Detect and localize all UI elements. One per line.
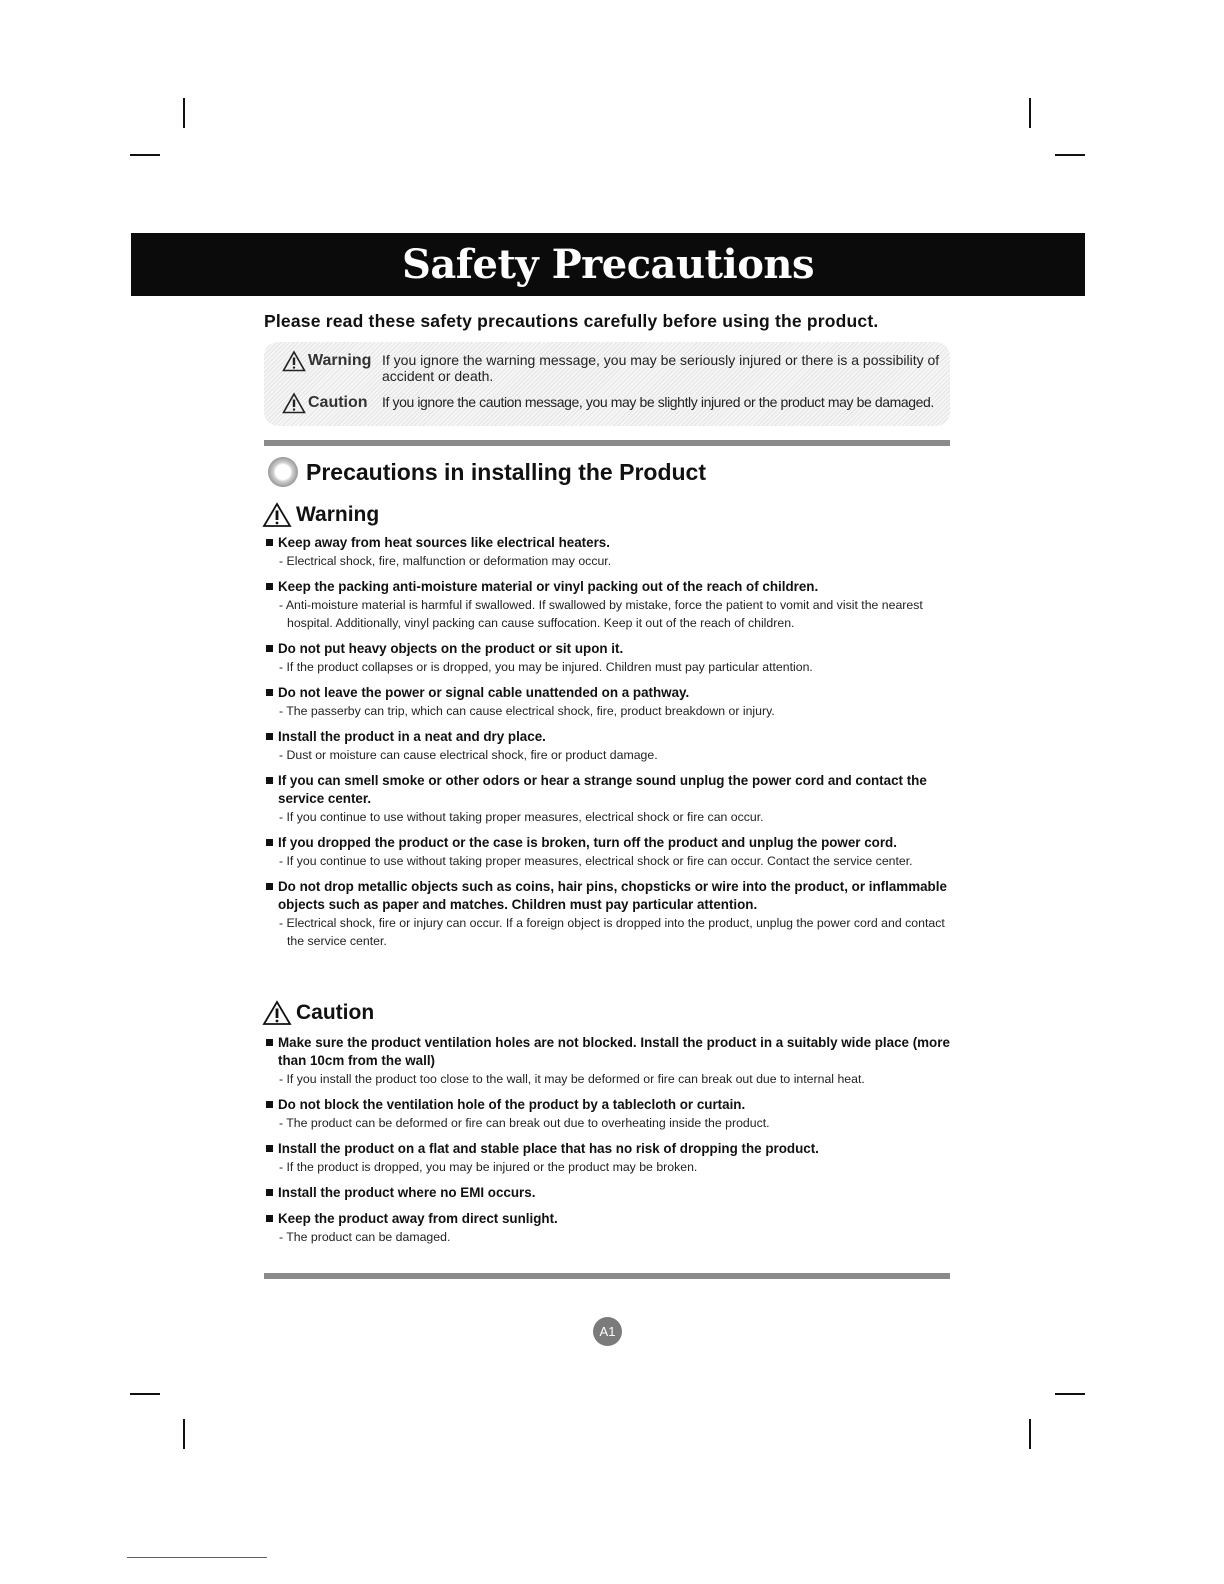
caution-heading (262, 1000, 374, 1026)
circle-bullet-icon (268, 457, 298, 487)
crop-mark (1055, 1393, 1085, 1395)
item-heading: Install the product in a neat and dry place. (264, 728, 954, 746)
item-description: - Electrical shock, fire, malfunction or deformation may occur. (279, 554, 612, 568)
notice-warning-label: Warning (308, 352, 372, 369)
notice-box (264, 342, 950, 426)
link-underline (127, 1557, 267, 1558)
title-banner (131, 233, 1085, 296)
item-description: - Dust or moisture can cause electrical shock, fire or product damage. (279, 748, 658, 762)
item-description: - The passerby can trip, which can cause electrical shock, fire, product breakdown or injury. (279, 704, 775, 718)
warning-triangle-icon (282, 392, 306, 414)
list-item (264, 772, 954, 826)
item-heading: If you can smell smoke or other odors or hear a strange sound unplug the power cord and contact the service center. (264, 772, 954, 808)
notice-warning-text: If you ignore the warning message, you may be seriously injured or there is a possibility of accident or death. (382, 352, 940, 384)
crop-mark (1029, 1419, 1031, 1449)
caution-heading-label: Caution (296, 1001, 375, 1024)
page-title: Safety Precautions (401, 241, 814, 288)
item-description: - If you continue to use without taking proper measures, electrical shock or fire can occur. Contact the service center. (279, 854, 913, 868)
caution-tag (282, 392, 382, 414)
crop-mark (183, 98, 185, 128)
warning-triangle-icon (262, 1000, 294, 1026)
notice-caution-text: If you ignore the caution message, you may be slightly injured or the product may be damaged. (382, 394, 934, 410)
intro-text: Please read these safety precautions carefully before using the product. (264, 311, 879, 331)
item-heading: Install the product where no EMI occurs. (264, 1184, 954, 1202)
crop-mark (1029, 98, 1031, 128)
item-description: - If you continue to use without taking proper measures, electrical shock or fire can occur. (279, 810, 764, 824)
list-item (264, 578, 954, 632)
list-item (264, 640, 954, 676)
item-heading: Keep the product away from direct sunlight. (264, 1210, 954, 1228)
item-description: - If the product collapses or is dropped, you may be injured. Children must pay particular attention. (279, 660, 813, 674)
item-heading: If you dropped the product or the case is broken, turn off the product and unplug the power cord. (264, 834, 954, 852)
section-title: Precautions in installing the Product (306, 458, 706, 485)
item-heading: Keep away from heat sources like electrical heaters. (264, 534, 954, 552)
warning-list (264, 534, 954, 950)
warning-tag (282, 350, 382, 372)
list-item (264, 1034, 954, 1088)
item-description: - Electrical shock, fire or injury can occur. If a foreign object is dropped into the product, unplug the power cord and contact the service center. (279, 916, 945, 948)
item-heading: Make sure the product ventilation holes are not blocked. Install the product in a suitably wide place (more than 10cm from the wall) (264, 1034, 954, 1070)
item-description: - Anti-moisture material is harmful if swallowed. If swallowed by mistake, force the patient to vomit and visit the nearest hospital. Additionally, vinyl packing can cause suffocation. Keep it out of the reach of children. (279, 598, 923, 630)
list-item (264, 1210, 954, 1246)
section-heading (268, 457, 706, 487)
item-description: - The product can be damaged. (279, 1230, 451, 1244)
page-number: A1 (593, 1317, 622, 1346)
item-heading: Install the product on a flat and stable place that has no risk of dropping the product. (264, 1140, 954, 1158)
list-item (264, 878, 954, 950)
divider (264, 440, 950, 446)
item-description: - If the product is dropped, you may be injured or the product may be broken. (279, 1160, 698, 1174)
warning-triangle-icon (262, 502, 294, 528)
list-item (264, 1184, 954, 1202)
item-heading: Do not block the ventilation hole of the product by a tablecloth or curtain. (264, 1096, 954, 1114)
list-item (264, 684, 954, 720)
item-heading: Keep the packing anti-moisture material or vinyl packing out of the reach of children. (264, 578, 954, 596)
list-item (264, 834, 954, 870)
caution-list (264, 1034, 954, 1246)
divider (264, 1273, 950, 1279)
item-heading: Do not leave the power or signal cable unattended on a pathway. (264, 684, 954, 702)
crop-mark (130, 1393, 160, 1395)
list-item (264, 728, 954, 764)
list-item (264, 534, 954, 570)
list-item (264, 1140, 954, 1176)
crop-mark (130, 154, 160, 156)
item-heading: Do not drop metallic objects such as coins, hair pins, chopsticks or wire into the product, or inflammable objects such as paper and matches. Children must pay particular attention. (264, 878, 954, 914)
warning-heading-label: Warning (296, 503, 380, 526)
item-heading: Do not put heavy objects on the product or sit upon it. (264, 640, 954, 658)
list-item (264, 1096, 954, 1132)
item-description: - If you install the product too close to the wall, it may be deformed or fire can break out due to internal heat. (279, 1072, 865, 1086)
warning-heading (262, 502, 379, 528)
warning-triangle-icon (282, 350, 306, 372)
item-description: - The product can be deformed or fire can break out due to overheating inside the product. (279, 1116, 770, 1130)
notice-caution-label: Caution (308, 394, 368, 411)
crop-mark (1055, 154, 1085, 156)
crop-mark (183, 1419, 185, 1449)
